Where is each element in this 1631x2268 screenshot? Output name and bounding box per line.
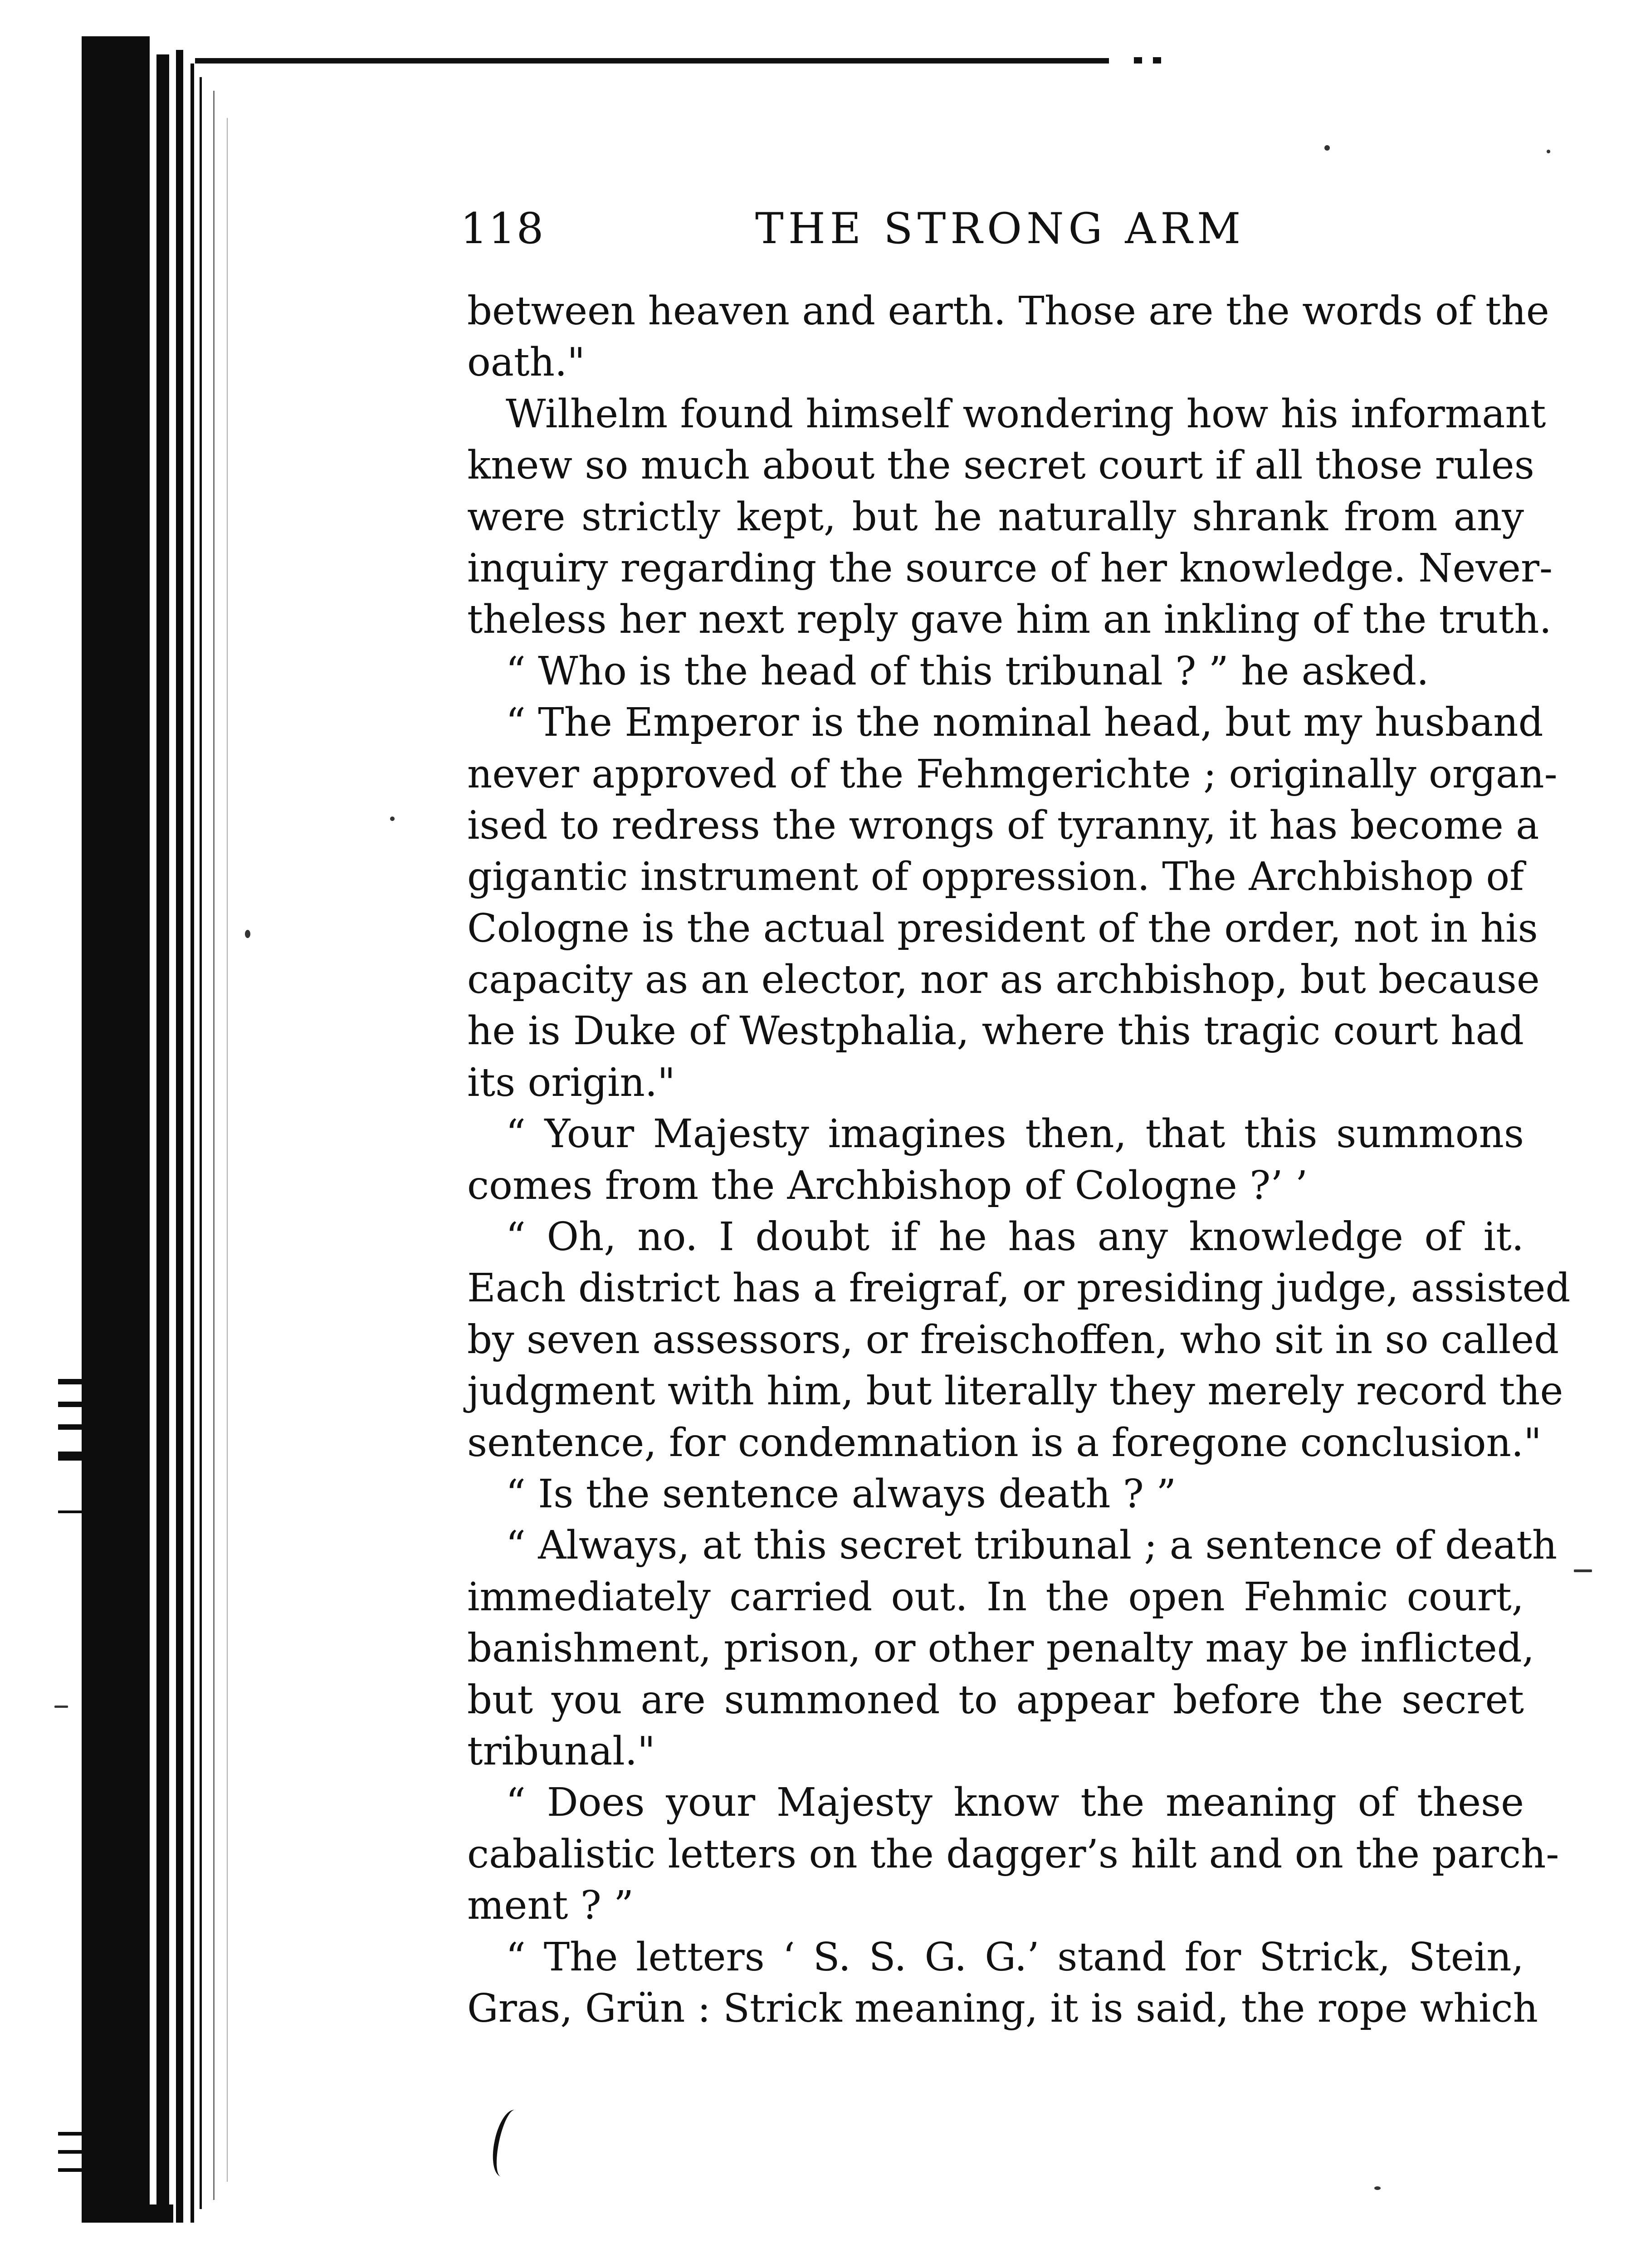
text-line: Each district has a freigraf, or presiding judge, assisted — [467, 1266, 1571, 1311]
text-line: immediately carried out. In the open Fehmic court, — [467, 1574, 1524, 1620]
text-line: “ The letters ‘ S. S. G. G.’ stand for Strick, Stein, — [506, 1934, 1524, 1980]
running-head: THE STRONG ARM — [755, 204, 1245, 254]
text-line: “ Oh, no. I doubt if he has any knowledge of it. — [506, 1214, 1524, 1260]
scan-speck — [1547, 150, 1550, 153]
binding-bar — [190, 64, 194, 2223]
binding-notch — [58, 1510, 83, 1513]
text-line: Wilhelm found himself wondering how his informant — [506, 391, 1546, 437]
top-rule — [195, 58, 1109, 64]
text-line: sentence, for condemnation is a foregone conclusion." — [467, 1420, 1542, 1466]
binding-notch — [58, 1379, 83, 1384]
scan-speck — [390, 816, 395, 821]
binding-bar — [227, 118, 228, 2182]
binding-notch — [58, 2132, 83, 2136]
scan-speck — [1374, 2186, 1381, 2190]
page-header — [460, 204, 1526, 263]
text-line: ised to redress the wrongs of tyranny, it has become a — [467, 802, 1539, 848]
binding-bar — [82, 36, 150, 2223]
text-line: oath." — [467, 340, 585, 386]
binding-bar — [176, 50, 183, 2223]
text-line: Gras, Grün : Strick meaning, it is said, the rope which — [467, 1985, 1538, 2031]
text-line: theless her next reply gave him an inkling of the truth. — [467, 597, 1552, 643]
text-line: were strictly kept, but he naturally shrank from any — [467, 494, 1524, 540]
text-line: “ Who is the head of this tribunal ? ” he asked. — [506, 648, 1429, 694]
scan-speck — [1324, 145, 1330, 151]
text-line: comes from the Archbishop of Cologne ?’ ’ — [467, 1163, 1308, 1208]
scan-speck — [1574, 1569, 1592, 1572]
text-line: judgment with him, but literally they merely record the — [467, 1369, 1563, 1414]
text-line: tribunal." — [467, 1728, 655, 1774]
binding-notch — [58, 1402, 83, 1407]
binding-bar — [213, 91, 215, 2200]
body-text — [467, 286, 1571, 2034]
text-line: “ The Emperor is the nominal head, but my husband — [506, 700, 1543, 746]
top-rule-dots — [1134, 57, 1161, 64]
text-line: ment ? ” — [467, 1883, 634, 1929]
binding-notch — [58, 2150, 83, 2154]
text-line: its origin." — [467, 1060, 675, 1105]
text-line: banishment, prison, or other penalty may be inflicted, — [467, 1626, 1535, 1672]
binding-bar — [156, 54, 169, 2223]
book-binding-shadow — [0, 0, 254, 2268]
text-line: never approved of the Fehmgerichte ; originally organ- — [467, 751, 1558, 797]
binding-bar — [200, 77, 202, 2209]
text-line: “ Does your Majesty know the meaning of these — [506, 1780, 1524, 1826]
text-line: inquiry regarding the source of her knowledge. Never- — [467, 545, 1553, 591]
scan-speck — [245, 930, 250, 938]
binding-bar — [83, 2204, 173, 2223]
text-line: between heaven and earth. Those are the words of the — [467, 288, 1549, 334]
text-line: “ Your Majesty imagines then, that this summons — [506, 1111, 1524, 1157]
text-line: “ Is the sentence always death ? ” — [506, 1471, 1177, 1517]
text-line: by seven assessors, or freischoffen, who sit in so called — [467, 1317, 1559, 1363]
binding-notch — [58, 1452, 83, 1461]
page-number: 118 — [460, 204, 545, 254]
text-line: he is Duke of Westphalia, where this tragic court had — [467, 1008, 1524, 1054]
scan-speck — [54, 1706, 68, 1708]
text-line: “ Always, at this secret tribunal ; a sentence of death — [506, 1523, 1558, 1569]
pencil-mark — [488, 2107, 528, 2179]
binding-notch — [58, 2168, 83, 2172]
text-line: capacity as an elector, nor as archbishop, but because — [467, 957, 1540, 1003]
text-line: but you are summoned to appear before the secret — [467, 1677, 1524, 1723]
text-line: gigantic instrument of oppression. The Archbishop of — [467, 854, 1524, 900]
text-line: Cologne is the actual president of the order, not in his — [467, 905, 1538, 951]
text-line: cabalistic letters on the dagger’s hilt and on the parch- — [467, 1831, 1559, 1877]
binding-notch — [58, 1424, 83, 1430]
text-line: knew so much about the secret court if all those rules — [467, 443, 1534, 489]
